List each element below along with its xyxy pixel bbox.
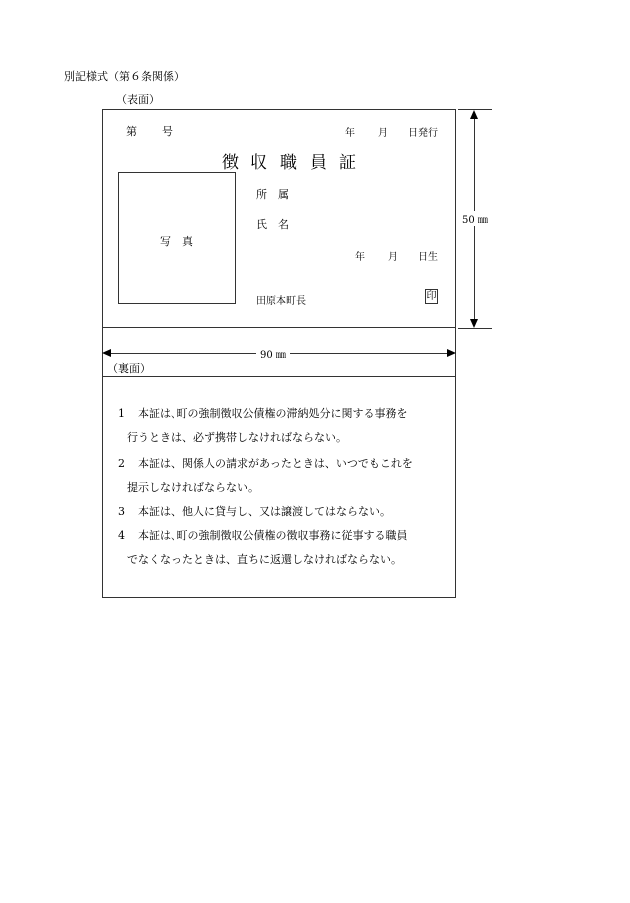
arrow-down-icon bbox=[470, 319, 478, 328]
back-label: （裏面） bbox=[107, 362, 151, 375]
arrow-left-icon bbox=[102, 349, 111, 357]
form-title: 別記様式（第６条関係） bbox=[64, 70, 185, 83]
rule-number: 4 bbox=[118, 529, 125, 542]
issue-month: 月 bbox=[378, 128, 388, 139]
arrow-up-icon bbox=[470, 110, 478, 119]
rule-text: でなくなったときは、直ちに返還しなければならない。 bbox=[127, 553, 402, 566]
width-label: 90 ㎜ bbox=[256, 346, 290, 361]
birth-month: 月 bbox=[388, 252, 398, 263]
rule-text: 行うときは、必ず携帯しなければならない。 bbox=[127, 431, 347, 444]
card-title-char: 収 bbox=[250, 153, 267, 173]
rule-text: 本証は､町の強制徴収公債権の徴収事務に従事する職員 bbox=[138, 529, 408, 542]
birth-year: 年 bbox=[355, 252, 365, 263]
card-title-char: 職 bbox=[280, 153, 297, 173]
rule-text: 提示しなければならない。 bbox=[127, 481, 259, 494]
rule-number: 2 bbox=[118, 457, 125, 470]
rule-number: 1 bbox=[118, 407, 125, 420]
card-title-char: 員 bbox=[310, 153, 327, 173]
seal-stamp: 印 bbox=[426, 291, 437, 302]
birth-day: 日生 bbox=[418, 252, 438, 263]
rule-text: 本証は、関係人の請求があったときは、いつでもこれを bbox=[138, 457, 413, 470]
arrow-right-icon bbox=[447, 349, 456, 357]
issuer-name: 田原本町長 bbox=[256, 296, 306, 307]
card-title-char: 証 bbox=[339, 153, 356, 173]
rule-number: 3 bbox=[118, 505, 125, 518]
name-label: 氏 名 bbox=[256, 218, 289, 231]
front-label: （表面） bbox=[116, 93, 160, 106]
card-number-prefix: 第 bbox=[126, 125, 137, 138]
photo-label: 写 真 bbox=[160, 235, 193, 248]
height-extension-bottom bbox=[458, 328, 492, 329]
card-number-suffix: 号 bbox=[162, 125, 173, 138]
card-title-char: 徴 bbox=[222, 153, 239, 173]
issue-year: 年 bbox=[345, 128, 355, 139]
rule-text: 本証は、他人に貸与し、又は譲渡してはならない。 bbox=[138, 505, 391, 518]
issue-day: 日発行 bbox=[408, 128, 438, 139]
height-label: 50 ㎜ bbox=[458, 211, 492, 226]
affiliation-label: 所 属 bbox=[256, 188, 289, 201]
rule-text: 本証は､町の強制徴収公債権の滞納処分に関する事務を bbox=[138, 407, 408, 420]
